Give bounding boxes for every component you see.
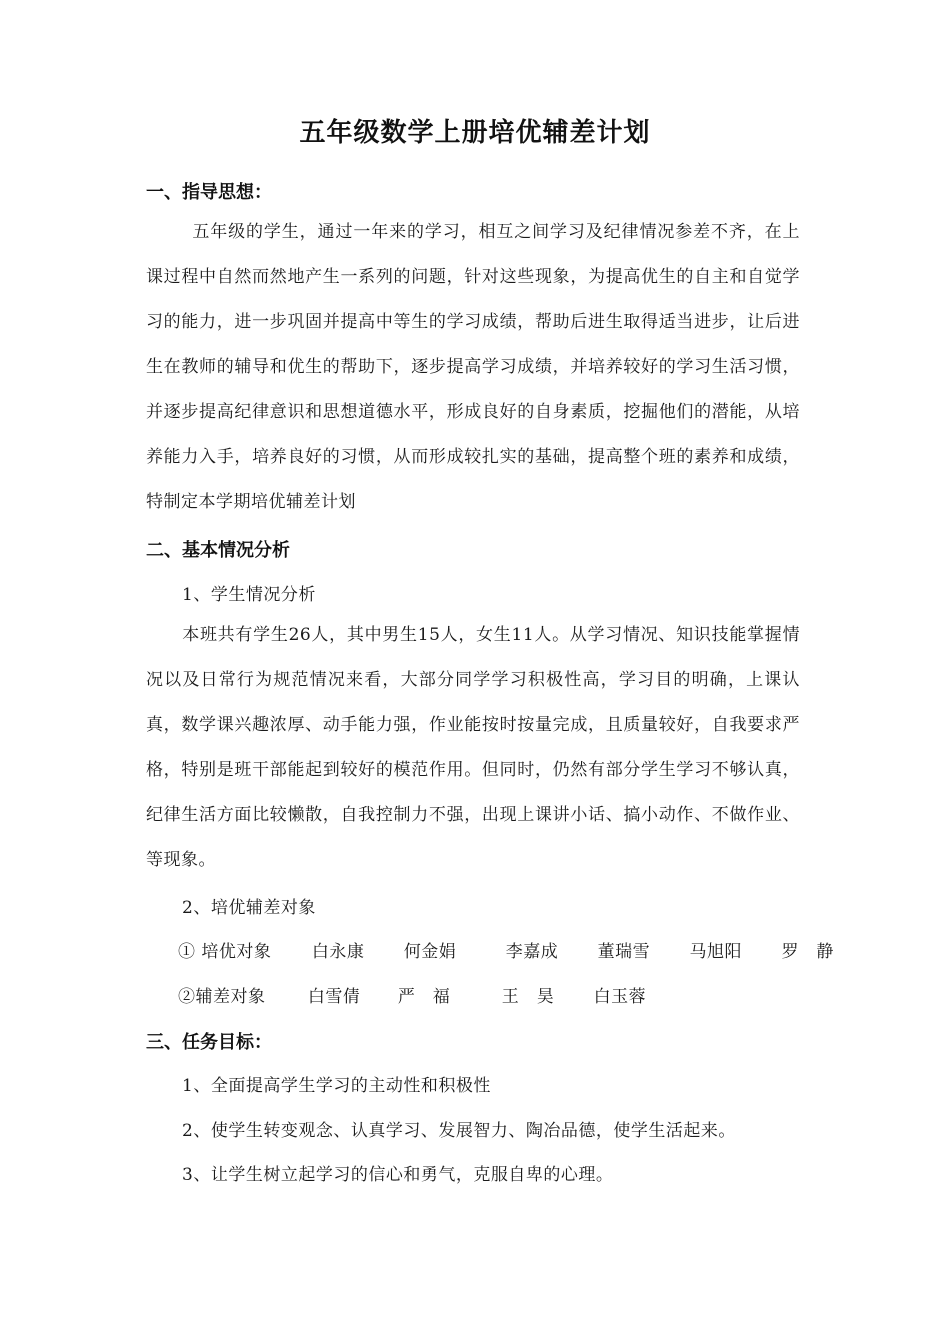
student-name: 严 福: [397, 987, 451, 1007]
section-heading-situation: 二、基本情况分析: [146, 540, 290, 561]
guiding-idea-paragraph: [146, 210, 800, 525]
section-heading-goals: 三、任务目标：: [146, 1032, 272, 1053]
section-heading-guiding-idea: 一、指导思想：: [146, 182, 272, 203]
student-name: 王 昊: [501, 987, 555, 1007]
student-name: 白玉蓉: [593, 987, 647, 1007]
goal-item: 3、让学生树立起学习的信心和勇气，克服自卑的心理。: [182, 1165, 614, 1185]
student-analysis-paragraph: [146, 613, 800, 883]
top-students-label: ① 培优对象: [178, 942, 272, 962]
student-name: 董瑞雪: [597, 942, 651, 962]
subheading-target-students: 2、培优辅差对象: [182, 898, 316, 918]
student-name: 马旭阳: [689, 942, 743, 962]
goal-item: 1、全面提高学生学习的主动性和积极性: [182, 1076, 491, 1096]
student-name: 白永康: [311, 942, 365, 962]
student-name: 李嘉成: [505, 942, 559, 962]
student-name: 何金娟: [403, 942, 457, 962]
student-name: 罗 静: [781, 942, 834, 962]
student-analysis-text: 本班共有学生26人，其中男生15人，女生11人。从学习情况、知识技能掌握情况以及日常行为规范情况来看，大部分同学学习积极性高，学习目的明确，上课认真，数学课兴趣浓厚、动手能力强，作业能按时按量完成，且质量较好，自我要求严格，特别是班干部能起到较好的模范作用。但同时，仍然有部分学生学习不够认真，纪律生活方面比较懒散，自我控制力不强，出现上课讲小话、搞小动作、不做作业、等现象。: [146, 625, 800, 870]
weak-students-label: ②辅差对象: [178, 987, 266, 1007]
student-name: 白雪倩: [307, 987, 361, 1007]
goal-item: 2、使学生转变观念、认真学习、发展智力、陶冶品德，使学生活起来。: [182, 1121, 736, 1141]
top-students-row: [178, 937, 841, 962]
page-title: 五年级数学上册培优辅差计划: [299, 118, 651, 148]
weak-students-row: [178, 982, 674, 1007]
subheading-student-analysis: 1、学生情况分析: [182, 585, 316, 605]
guiding-idea-text: 五年级的学生，通过一年来的学习，相互之间学习及纪律情况参差不齐，在上课过程中自然而然地产生一系列的问题，针对这些现象，为提高优生的自主和自觉学习的能力，进一步巩固并提高中等生的学习成绩，帮助后进生取得适当进步，让后进生在教师的辅导和优生的帮助下，逐步提高学习成绩，并培养较好的学习生活习惯，并逐步提高纪律意识和思想道德水平，形成良好的自身素质，挖掘他们的潜能，从培养能力入手，培养良好的习惯，从而形成较扎实的基础，提高整个班的素养和成绩，特制定本学期培优辅差计划: [146, 222, 800, 512]
